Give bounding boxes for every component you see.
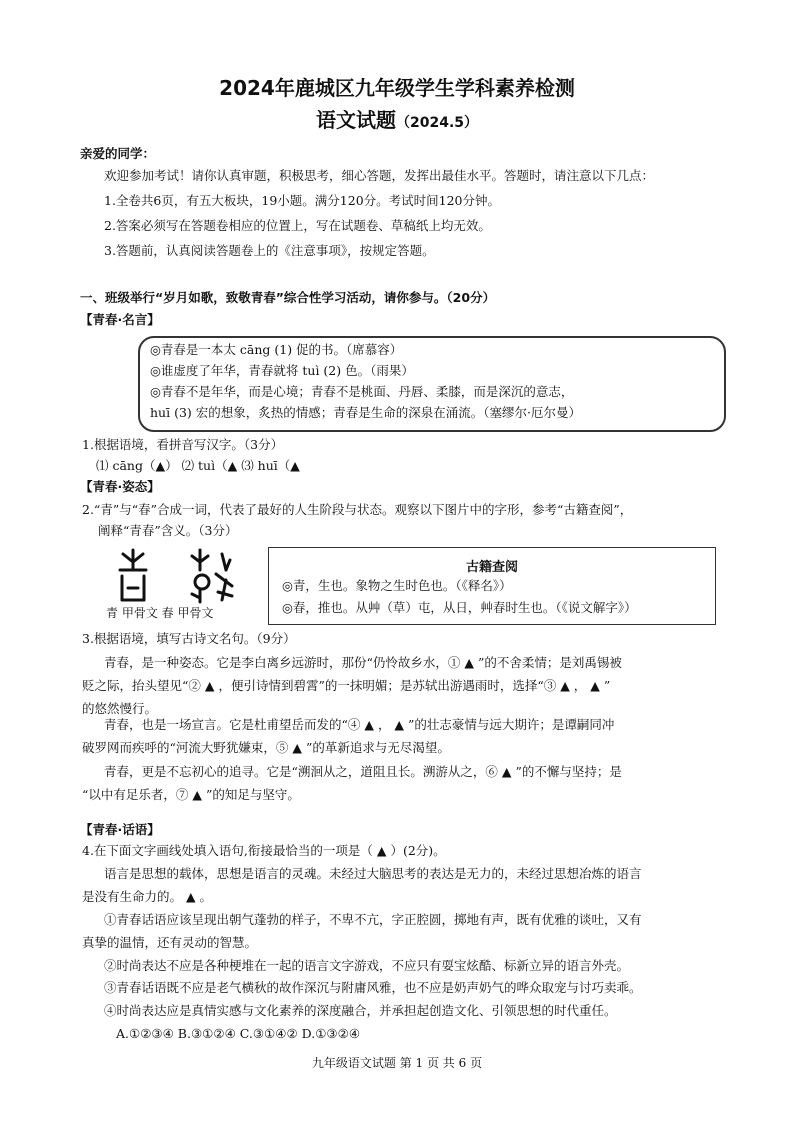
question-1: 1.根据语境，看拼音写汉字。（3分）: [82, 437, 284, 452]
tag-words: 【青春·话语】: [80, 822, 160, 837]
quote-line: ◎青春是一本太 cāng (1) 促的书。（席慕容）: [150, 342, 403, 357]
greeting: 亲爱的同学：: [80, 146, 156, 161]
lookup-entry: ◎青，生也。象物之生时色也。（《释名》）: [282, 578, 512, 593]
q4-line: ①青春话语应该呈现出朝气蓬勃的样子，不卑不亢，字正腔圆，掷地有声，既有优雅的谈吐，又有: [104, 912, 642, 927]
notice-item: 2.答案必须写在答题卷相应的位置上，写在试题卷、草稿纸上均无效。: [104, 218, 491, 233]
q4-line: ②时尚表达不应是各种梗堆在一起的语言文字游戏，不应只有耍宝炫酷、标新立异的语言外壳。: [104, 958, 630, 973]
lookup-title: 古籍查阅: [465, 560, 518, 575]
subject-title: 语文试题: [315, 108, 396, 132]
question-1-options: ⑴ cāng（▲） ⑵ tuì（▲ ⑶ huī（▲: [96, 458, 300, 473]
q3-line: 青春，是一种姿态。它是李白离乡远游时，那份“仍怜故乡水，① ▲ ”的不舍柔情；是刘禹锡被: [104, 655, 622, 670]
tag-quotes: 【青春·名言】: [80, 312, 160, 327]
chun-oracle-glyph: [186, 546, 238, 604]
exam-subtitle: [0, 104, 794, 133]
quote-line: ◎谁虚度了年华，青春就将 tuì (2) 色。（雨果）: [150, 363, 414, 378]
page-footer: 九年级语文试题 第 1 页 共 6 页: [311, 1056, 483, 1070]
qing-oracle-glyph: [110, 548, 156, 604]
q4-line: 语言是思想的载体，思想是语言的灵魂。未经过大脑思考的表达是无力的，未经过思想冶炼的语言: [104, 866, 642, 881]
notice-item: 3.答题前，认真阅读答题卷上的《注意事项》，按规定答题。: [104, 243, 435, 258]
q3-line: 青春，也是一场宣言。它是杜甫望岳而发的“④ ▲ ， ▲ ”的壮志豪情与远大期许；是谭嗣同冲: [104, 717, 615, 732]
question-2-cont: 阐释“青春”含义。（3分）: [98, 523, 238, 538]
notice-item: 1.全卷共6页，有五大板块，19小题。满分120分。考试时间120分钟。: [104, 193, 501, 208]
q4-line: 是没有生命力的。 ▲ 。: [82, 889, 213, 904]
exam-title: 2024年鹿城区九年级学生学科素养检测: [219, 76, 575, 100]
glyph-captions: 青 甲骨文 春 甲骨文: [106, 606, 214, 620]
q4-line: 真挚的温情，还有灵动的智慧。: [82, 935, 258, 950]
question-4: 4.在下面文字画线处填入语句,衔接最恰当的一项是（ ▲ ）(2分)。: [82, 843, 446, 858]
q4-options: A.①②③④ B.③①②④ C.③①④② D.①③②④: [116, 1026, 361, 1041]
q3-line: 青春，更是不忘初心的追寻。它是“溯洄从之，道阻且长。溯游从之，⑥ ▲ ”的不懈与坚持；是: [104, 764, 622, 779]
section-heading: 一、班级举行“岁月如歌，致敬青春”综合性学习活动，请你参与。（20分）: [80, 290, 496, 305]
notice-intro: 欢迎参加考试！请你认真审题，积极思考，细心答题，发挥出最佳水平。答题时，请注意以下几点：: [104, 168, 655, 183]
q3-line: “以中有足乐者，⑦ ▲ ”的知足与坚守。: [82, 787, 300, 802]
q3-line: 破罗网而疾呼的“河流大野犹嫌束，⑤ ▲ ”的革新追求与无尽渴望。: [82, 740, 450, 755]
q3-line: 贬之际，抬头望见“② ▲ ，便引诗情到碧霄”的一抹明媚；是苏轼出游遇雨时，选择“③ ▲ ， ▲ ”: [82, 678, 611, 693]
q4-line: ④时尚表达应是真情实感与文化素养的深度融合，并承担起创造文化、引领思想的时代重任。: [104, 1003, 617, 1018]
question-3: 3.根据语境，填写古诗文名句。（9分）: [82, 631, 296, 646]
q3-line: 的悠然慢行。: [82, 701, 158, 716]
lookup-entry: ◎春，推也。从艸（草）屯，从日，艸春时生也。（《说文解字》）: [282, 600, 637, 615]
question-2: 2.“青”与“春”合成一词，代表了最好的人生阶段与状态。观察以下图片中的字形，参考“古籍查阅”，: [82, 502, 633, 517]
exam-date: （2024.5）: [395, 115, 479, 131]
quote-line: ◎青春不是年华，而是心境；青春不是桃面、丹唇、柔膝，而是深沉的意志，: [150, 384, 574, 399]
q4-line: ③青春话语既不应是老气横秋的故作深沉与附庸风雅，也不应是奶声奶气的哗众取宠与讨巧卖乖。: [104, 980, 642, 995]
quote-line: huī (3) 宏的想象，炙热的情感；青春是生命的深泉在涌流。（塞缪尔·厄尔曼）: [150, 405, 581, 420]
tag-posture: 【青春·姿态】: [80, 479, 160, 494]
